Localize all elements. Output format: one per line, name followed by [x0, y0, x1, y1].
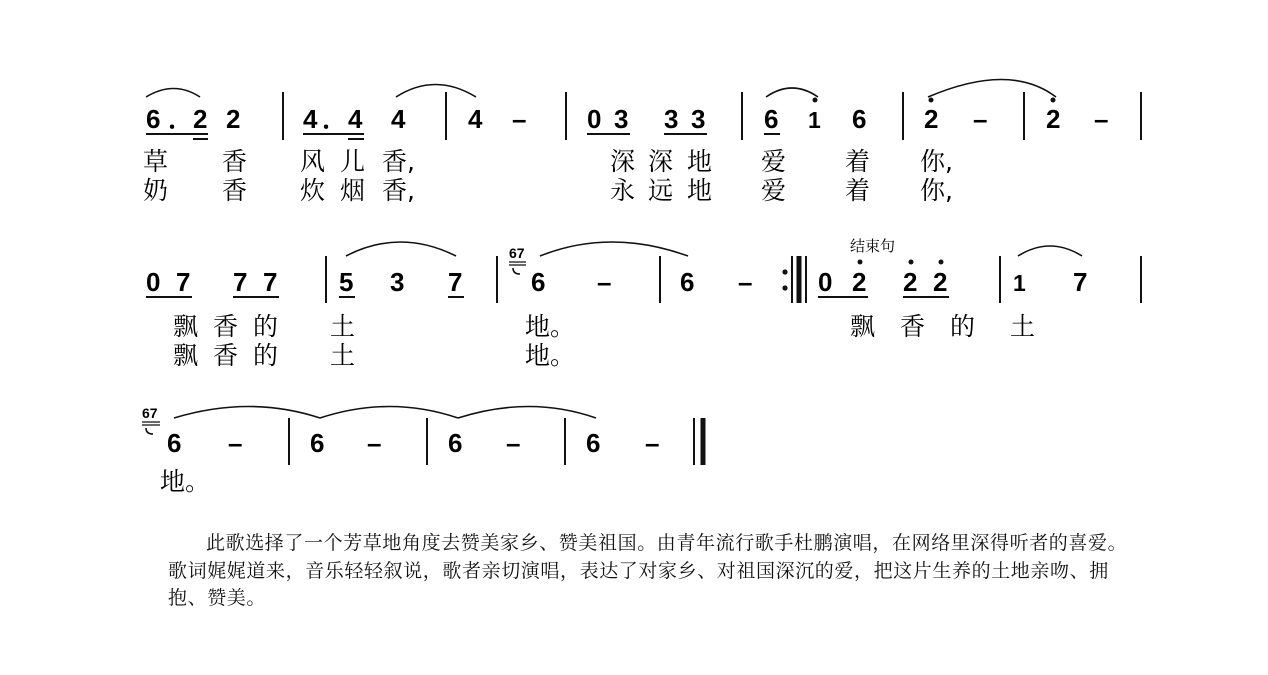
lyric: 飘: [850, 312, 876, 341]
lyric: 你,: [920, 176, 953, 205]
lyric: 着: [845, 176, 871, 205]
lyric: 地。: [160, 467, 211, 496]
lyric: 香: [222, 147, 248, 176]
lyric: 奶: [143, 176, 169, 205]
note: 6: [448, 428, 463, 458]
lyric: 的: [950, 312, 976, 341]
lyric: 香,: [382, 147, 415, 176]
lyric: 草: [143, 147, 169, 176]
note: 6: [531, 267, 546, 297]
note: 7: [176, 267, 191, 297]
note: 2: [1046, 104, 1061, 134]
note: 3: [664, 104, 679, 134]
lyric: 着: [845, 147, 871, 176]
lyric: 香,: [382, 176, 415, 205]
lyric: 香: [222, 176, 248, 205]
repeat-dot: [782, 269, 787, 274]
lyric: 风: [300, 147, 326, 176]
note: 6: [586, 428, 601, 458]
high-dot: [813, 98, 818, 103]
note: 0: [146, 267, 161, 297]
lyric: 香: [213, 312, 239, 341]
note-high-1: 1: [1013, 270, 1026, 296]
note: 0: [587, 104, 602, 134]
note: 4: [468, 104, 483, 134]
lyric: 的: [253, 312, 279, 341]
note: 3: [691, 104, 706, 134]
dash: –: [506, 428, 521, 458]
lyric: 地。: [525, 341, 576, 370]
dash: –: [738, 267, 753, 297]
lyric: 炊: [300, 176, 326, 205]
note: 4: [303, 104, 318, 134]
slur: [540, 242, 688, 256]
note: 7: [233, 267, 248, 297]
note: 2: [933, 267, 948, 297]
repeat-dot: [782, 285, 787, 290]
lyric: 烟: [340, 176, 366, 205]
grace-notes: 67: [509, 245, 525, 261]
note: 6: [146, 104, 161, 134]
tie: [458, 407, 596, 419]
lyric: 香: [213, 341, 239, 370]
note: 4: [391, 104, 406, 134]
lyric: 地。: [525, 312, 576, 341]
system-2: [146, 237, 1141, 370]
dash: –: [973, 104, 988, 134]
lyric: 飘: [173, 312, 199, 341]
tie: [320, 407, 458, 419]
note: 2: [226, 104, 241, 134]
note: 6: [680, 267, 695, 297]
dash: –: [512, 104, 527, 134]
note: 6: [310, 428, 325, 458]
system-3: [142, 405, 703, 496]
lyric: 深: [610, 147, 636, 176]
note-high-1: 1: [808, 107, 821, 133]
lyric: 飘: [173, 341, 199, 370]
note: 2: [903, 267, 918, 297]
slur: [396, 85, 476, 98]
slur: [146, 89, 200, 98]
high-dot: [1051, 98, 1056, 103]
grace-tie: [146, 428, 153, 434]
ending-label: 结束句: [850, 237, 896, 255]
lyric: 土: [1010, 312, 1036, 341]
note: 5: [339, 267, 354, 297]
slur: [1018, 246, 1082, 256]
dash: –: [228, 428, 243, 458]
tie: [174, 407, 320, 419]
dash: –: [645, 428, 660, 458]
note: 2: [924, 104, 939, 134]
lyric: 香: [900, 312, 926, 341]
lyric: 儿: [340, 147, 366, 176]
description-paragraph: 此歌选择了一个芳草地角度去赞美家乡、赞美祖国。由青年流行歌手杜鹏演唱，在网络里深得听者的喜爱。歌词娓娓道来，音乐轻轻叙说，歌者亲切演唱，表达了对家乡、对祖国深沉的爱，把这片生养的土地亲吻、拥抱、赞美。: [168, 532, 1128, 609]
lyric: 地: [687, 176, 713, 205]
dash: –: [597, 267, 612, 297]
grace-notes: 67: [142, 405, 158, 421]
note: 7: [1073, 267, 1088, 297]
note: 6: [167, 428, 182, 458]
dot-separator: ．: [322, 104, 349, 134]
note: 6: [852, 104, 867, 134]
lyric: 土: [330, 341, 356, 370]
song-description: [168, 530, 1128, 613]
note: 6: [764, 104, 779, 134]
high-dot: [929, 98, 934, 103]
dash: –: [367, 428, 382, 458]
lyric: 地: [687, 147, 713, 176]
lyric: 深: [648, 147, 674, 176]
lyric: 爱: [761, 176, 787, 205]
note: 3: [390, 267, 405, 297]
lyric: 土: [330, 312, 356, 341]
dot-separator: ．: [168, 104, 195, 134]
note: 2: [852, 267, 867, 297]
note: 0: [818, 267, 833, 297]
lyric: 永: [610, 176, 636, 205]
note: 4: [348, 104, 363, 134]
lyric: 爱: [761, 147, 787, 176]
lyric: 的: [253, 341, 279, 370]
high-dot: [909, 260, 914, 265]
system-1: [143, 80, 1141, 206]
high-dot: [939, 260, 944, 265]
note: 2: [193, 104, 208, 134]
note: 7: [263, 267, 278, 297]
note: 3: [614, 104, 629, 134]
lyric: 远: [648, 176, 674, 205]
high-dot: [858, 260, 863, 265]
lyric: 你,: [920, 147, 953, 176]
slur: [766, 88, 818, 97]
slur: [928, 80, 1056, 98]
slur: [346, 242, 456, 256]
grace-tie: [513, 268, 520, 274]
dash: –: [1094, 104, 1109, 134]
note: 7: [448, 267, 463, 297]
